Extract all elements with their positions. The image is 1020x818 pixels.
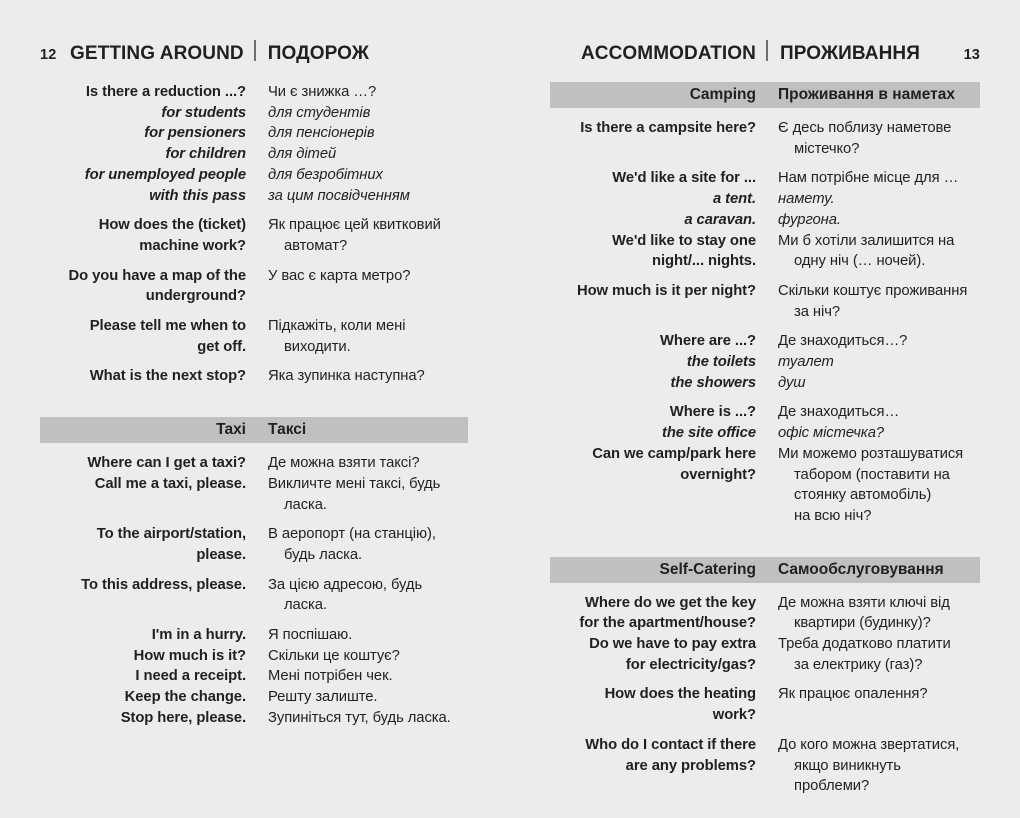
phrase-en <box>550 634 756 675</box>
phrase-uk <box>268 186 410 207</box>
phrase-line: Підкажіть, коли мені <box>268 318 406 335</box>
row-spacer <box>40 515 468 524</box>
phrase-en <box>40 266 246 307</box>
phrase-line: фургона. <box>778 211 841 228</box>
row-spacer <box>40 307 468 316</box>
phrase-row <box>40 266 468 307</box>
phrase-line: Де знаходиться… <box>778 404 900 421</box>
phrase-line: туалет <box>778 354 834 371</box>
phrase-line: the toilets <box>686 354 756 371</box>
phrase-line: Як працює цей квитковий <box>268 217 441 234</box>
phrase-line: ласка. <box>284 597 327 614</box>
phrase-line: ласка. <box>284 496 327 513</box>
row-spacer <box>550 393 980 402</box>
phrase-row <box>40 575 468 616</box>
phrase-line: Is there a campsite here? <box>580 120 756 136</box>
phrase-uk <box>268 215 441 256</box>
phrase-row <box>40 144 468 165</box>
phrase-line: for electricity/gas? <box>625 656 756 673</box>
phrase-line: одну ніч (… ночей). <box>794 253 926 270</box>
right-page-content <box>550 82 980 797</box>
phrase-line: Є десь поблизу наметове <box>778 120 952 136</box>
phrase-line: для пенсіонерів <box>268 125 375 142</box>
phrase-row <box>550 444 980 527</box>
phrase-uk <box>778 118 951 159</box>
phrase-uk <box>268 316 405 357</box>
phrase-en <box>40 524 246 565</box>
phrase-line: for the apartment/house? <box>579 615 756 632</box>
phrase-row <box>550 735 980 797</box>
phrase-en <box>550 189 756 210</box>
phrase-line: for pensioners <box>144 125 246 142</box>
phrase-uk <box>268 575 422 616</box>
phrase-line: Can we camp/park here <box>592 445 756 462</box>
phrase-en <box>550 281 756 302</box>
row-spacer <box>40 616 468 625</box>
phrase-line: for unemployed people <box>84 166 246 183</box>
phrase-row <box>40 123 468 144</box>
phrase-line: намету. <box>778 191 835 208</box>
phrase-uk <box>778 593 950 634</box>
row-spacer <box>550 675 980 684</box>
phrase-row <box>40 625 468 646</box>
phrase-line: Ми б хотіли залишится на <box>778 232 955 249</box>
phrase-line: the site office <box>661 425 756 442</box>
section-bar-label-uk: Проживання в наметах <box>778 86 955 103</box>
phrase-uk <box>778 735 980 797</box>
phrase-en <box>40 165 246 186</box>
phrase-line: Please tell me when to <box>89 318 246 335</box>
row-spacer <box>550 322 980 331</box>
section-bar <box>550 557 980 583</box>
left-page-running-head <box>40 0 468 82</box>
section-bar <box>40 417 468 443</box>
phrase-line: Where is ...? <box>669 404 756 421</box>
phrase-line: To this address, please. <box>81 576 246 593</box>
phrase-uk <box>268 524 436 565</box>
phrase-uk <box>268 666 393 687</box>
section-bar-label-en: Self-Catering <box>659 560 756 578</box>
phrase-line: містечко? <box>794 140 860 157</box>
phrase-en <box>40 666 246 687</box>
phrase-line: для студентів <box>268 104 371 121</box>
phrase-line: a caravan. <box>684 211 756 228</box>
phrase-line: Ми можемо розташуватися <box>778 445 964 462</box>
phrase-row <box>550 684 980 725</box>
phrase-line: How does the heating <box>604 686 756 703</box>
phrase-line: Is there a reduction ...? <box>85 84 246 100</box>
phrase-row <box>40 687 468 708</box>
phrase-en <box>40 366 246 387</box>
phrase-line: Зупиніться тут, будь ласка. <box>268 709 451 726</box>
phrase-line: на всю ніч? <box>794 507 872 524</box>
phrase-en <box>40 625 246 646</box>
phrase-line: будь ласка. <box>284 546 363 563</box>
phrase-uk <box>778 684 928 705</box>
phrase-uk <box>268 82 376 103</box>
phrase-en <box>40 708 246 729</box>
phrase-line: за цим посвідченням <box>268 187 410 204</box>
phrase-line: офіс містечка? <box>778 425 885 442</box>
phrase-line: How much is it? <box>133 647 246 664</box>
phrase-line: for students <box>161 104 246 121</box>
phrase-line: Як працює опалення? <box>778 686 928 703</box>
phrase-uk <box>268 646 400 667</box>
phrase-line: душ <box>778 374 806 391</box>
phrase-line: За цією адресою, будь <box>268 576 423 593</box>
phrase-line: are any problems? <box>625 757 756 774</box>
phrase-row <box>550 373 980 394</box>
section-bar-label-en: Camping <box>689 86 756 103</box>
phrase-en <box>550 444 756 485</box>
row-spacer <box>40 357 468 366</box>
phrase-line: Я поспішаю. <box>268 627 353 644</box>
phrase-line: Чи є знижка …? <box>268 84 377 100</box>
running-head-divider <box>254 40 256 61</box>
phrase-line: overnight? <box>680 466 756 483</box>
phrase-line: стоянку автомобіль) <box>794 487 932 504</box>
phrase-uk <box>268 453 420 474</box>
phrase-uk <box>268 123 374 144</box>
phrase-en <box>550 168 756 189</box>
phrase-uk <box>778 634 951 675</box>
phrase-en <box>550 402 756 423</box>
block-spacer <box>550 527 980 557</box>
phrase-row <box>40 103 468 124</box>
phrase-uk <box>778 168 958 189</box>
phrase-line: I need a receipt. <box>135 668 246 685</box>
phrase-uk <box>268 474 440 515</box>
phrase-en <box>40 575 246 596</box>
phrase-en <box>550 118 756 139</box>
phrase-line: Яка зупинка наступна? <box>268 368 425 385</box>
phrase-en <box>40 103 246 124</box>
phrase-row <box>40 646 468 667</box>
phrase-line: underground? <box>145 288 246 305</box>
phrase-line: за ніч? <box>794 303 841 320</box>
phrase-uk <box>778 423 884 444</box>
row-spacer <box>40 257 468 266</box>
phrase-line: Викличте мені таксі, будь <box>268 475 441 492</box>
phrase-line: для дітей <box>268 146 337 163</box>
phrase-line: Where do we get the key <box>585 594 756 611</box>
phrase-row <box>40 82 468 103</box>
phrase-uk <box>778 331 907 352</box>
phrase-line: I'm in a hurry. <box>151 627 246 644</box>
phrase-line: a tent. <box>712 191 756 208</box>
phrase-row <box>550 331 980 352</box>
phrase-row <box>40 215 468 256</box>
phrase-row <box>550 402 980 423</box>
phrase-uk <box>268 687 377 708</box>
phrase-uk <box>268 103 370 124</box>
phrase-line: квартири (будинку)? <box>794 615 931 632</box>
right-page <box>510 0 1020 818</box>
phrase-uk <box>778 231 954 272</box>
right-section-title-en: ACCOMMODATION <box>580 43 756 64</box>
phrase-uk <box>268 266 410 287</box>
phrase-line: Нам потрібне місце для … <box>778 170 959 187</box>
phrase-en <box>40 186 246 207</box>
phrase-uk <box>778 444 963 527</box>
phrase-line: Keep the change. <box>124 689 246 706</box>
left-page-content <box>40 82 468 729</box>
phrase-en <box>550 735 756 776</box>
phrase-uk <box>778 352 834 373</box>
phrase-row <box>40 165 468 186</box>
phrase-line: Do we have to pay extra <box>589 636 756 653</box>
phrase-row <box>550 118 980 159</box>
phrase-uk <box>268 144 336 165</box>
phrase-line: табором (поставити на <box>794 466 950 483</box>
row-spacer <box>550 272 980 281</box>
phrase-en <box>40 144 246 165</box>
right-section-title-uk: ПРОЖИВАННЯ <box>780 43 920 64</box>
phrase-line: How does the (ticket) <box>98 217 246 234</box>
phrase-line: Де знаходиться…? <box>778 333 908 350</box>
phrase-line: В аеропорт (на станцію), <box>268 526 436 543</box>
phrase-line: We'd like a site for ... <box>612 170 756 187</box>
phrase-uk <box>268 625 352 646</box>
phrase-line: Who do I contact if there <box>585 736 756 753</box>
phrase-en <box>550 331 756 352</box>
phrase-line: the showers <box>670 374 756 391</box>
phrase-line: for children <box>165 146 246 163</box>
phrase-line: night/... nights. <box>652 253 756 270</box>
right-page-running-head <box>550 0 980 82</box>
phrase-line: get off. <box>197 338 246 355</box>
phrase-line: Скільки це коштує? <box>268 647 400 664</box>
phrase-en <box>550 423 756 444</box>
phrase-line: Where are ...? <box>660 333 756 350</box>
phrase-en <box>40 123 246 144</box>
phrase-line: What is the next stop? <box>89 368 246 385</box>
phrase-line: виходити. <box>284 338 351 355</box>
phrase-line: До кого можна звертатися, <box>778 736 960 753</box>
phrase-line: Call me a taxi, please. <box>94 475 246 492</box>
phrase-uk <box>268 366 425 387</box>
phrase-line: якщо виникнуть проблеми? <box>794 757 901 795</box>
phrase-en <box>40 687 246 708</box>
phrase-en <box>550 373 756 394</box>
phrase-uk <box>268 165 383 186</box>
phrase-uk <box>778 281 967 322</box>
phrase-line: за електрику (газ)? <box>794 656 923 673</box>
phrase-line: Скільки коштує проживання <box>778 282 968 299</box>
phrase-uk <box>778 373 805 394</box>
phrase-en <box>550 593 756 634</box>
phrase-row <box>550 634 980 675</box>
phrase-en <box>550 352 756 373</box>
section-bar <box>550 82 980 108</box>
phrase-en <box>40 316 246 357</box>
row-spacer <box>40 566 468 575</box>
section-bar-label-en: Taxi <box>216 421 246 439</box>
phrase-line: Де можна взяти таксі? <box>268 455 420 472</box>
phrase-row <box>550 281 980 322</box>
phrase-uk <box>268 708 451 729</box>
phrase-line: How much is it per night? <box>576 282 756 299</box>
phrase-row <box>550 168 980 189</box>
phrase-line: please. <box>196 546 246 563</box>
phrase-line: machine work? <box>139 237 246 254</box>
phrase-row <box>550 231 980 272</box>
phrase-uk <box>778 210 841 231</box>
left-section-title-uk: ПОДОРОЖ <box>267 43 370 64</box>
phrase-line: Де можна взяти ключі від <box>778 594 950 611</box>
section-bar-label-uk: Таксі <box>268 421 307 439</box>
phrase-row <box>40 366 468 387</box>
phrase-row <box>550 593 980 634</box>
phrase-row <box>40 474 468 515</box>
phrase-line: Треба додатково платити <box>778 636 951 653</box>
phrase-row <box>40 524 468 565</box>
phrase-en <box>550 684 756 725</box>
phrase-line: Мені потрібен чек. <box>268 668 393 685</box>
phrase-line: We'd like to stay one <box>612 232 756 249</box>
phrase-line: Stop here, please. <box>120 709 246 726</box>
phrase-line: Решту залиште. <box>268 689 378 706</box>
phrase-line: with this pass <box>149 187 246 204</box>
phrase-row <box>550 210 980 231</box>
right-page-number: 13 <box>963 47 980 63</box>
phrase-line: Where can I get a taxi? <box>87 455 246 472</box>
phrase-line: для безробітних <box>268 166 383 183</box>
phrase-row <box>40 453 468 474</box>
phrase-row <box>550 423 980 444</box>
phrase-row <box>40 316 468 357</box>
phrase-en <box>40 474 246 495</box>
phrase-line: автомат? <box>284 237 348 254</box>
phrase-uk <box>778 402 899 423</box>
phrase-line: work? <box>712 707 756 724</box>
phrase-en <box>40 215 246 256</box>
left-page-number: 12 <box>40 47 57 63</box>
phrase-line: У вас є карта метро? <box>268 267 411 284</box>
phrase-en <box>550 210 756 231</box>
phrase-en <box>40 453 246 474</box>
phrase-en <box>40 646 246 667</box>
phrase-en <box>40 82 246 103</box>
phrase-row <box>40 186 468 207</box>
block-spacer <box>40 387 468 417</box>
row-spacer <box>550 726 980 735</box>
phrase-row <box>40 666 468 687</box>
phrase-row <box>550 352 980 373</box>
phrase-en <box>550 231 756 272</box>
phrase-uk <box>778 189 835 210</box>
left-section-title-en: GETTING AROUND <box>70 43 244 64</box>
running-head-divider <box>766 40 768 61</box>
phrase-row <box>550 189 980 210</box>
phrase-line: To the airport/station, <box>96 526 246 543</box>
phrase-row <box>40 708 468 729</box>
section-bar-label-uk: Самообслуговування <box>778 560 944 578</box>
phrase-line: Do you have a map of the <box>68 267 246 284</box>
row-spacer <box>550 159 980 168</box>
row-spacer <box>40 206 468 215</box>
